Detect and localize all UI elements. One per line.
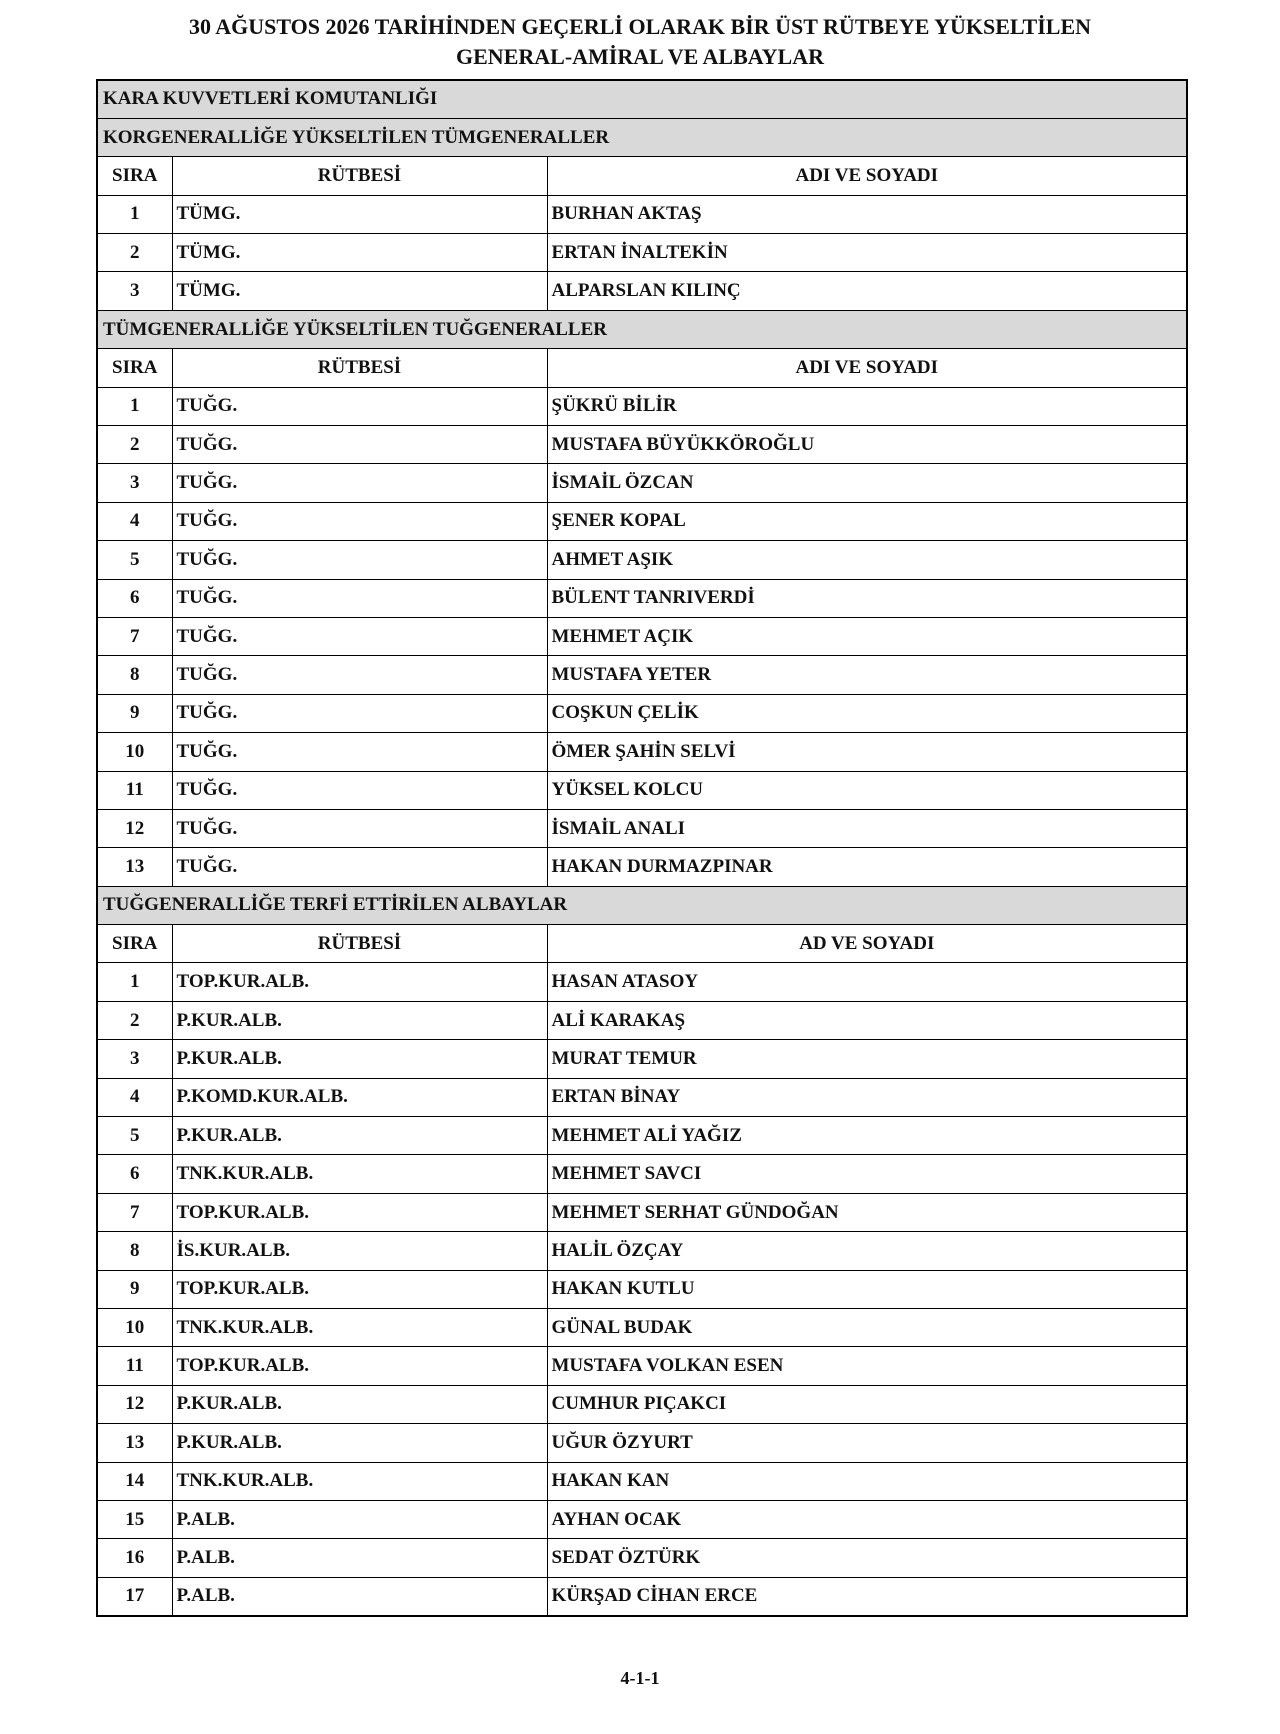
table-row — [97, 617, 1187, 655]
rank-cell: TOP.KUR.ALB. — [172, 1193, 547, 1231]
order-number-cell: 9 — [97, 1270, 172, 1308]
rank-cell: TOP.KUR.ALB. — [172, 963, 547, 1001]
column-header-name: ADI VE SOYADI — [547, 157, 1187, 195]
section-heading: KORGENERALLİĞE YÜKSELTİLEN TÜMGENERALLER — [97, 118, 1187, 156]
full-name-cell: HAKAN KUTLU — [547, 1270, 1187, 1308]
table-row — [97, 1117, 1187, 1155]
table-row — [97, 426, 1187, 464]
rank-cell: P.ALB. — [172, 1577, 547, 1615]
full-name-cell: ERTAN İNALTEKİN — [547, 234, 1187, 272]
table-row — [97, 848, 1187, 886]
column-header-row — [97, 349, 1187, 387]
full-name-cell: MUSTAFA VOLKAN ESEN — [547, 1347, 1187, 1385]
full-name-cell: BÜLENT TANRIVERDİ — [547, 579, 1187, 617]
table-row — [97, 1078, 1187, 1116]
rank-cell: P.KUR.ALB. — [172, 1424, 547, 1462]
table-row — [97, 1577, 1187, 1615]
section-heading: TUĞGENERALLİĞE TERFİ ETTİRİLEN ALBAYLAR — [97, 886, 1187, 924]
order-number-cell: 9 — [97, 694, 172, 732]
rank-cell: TUĞG. — [172, 771, 547, 809]
table-row — [97, 387, 1187, 425]
column-header-rank: RÜTBESİ — [172, 157, 547, 195]
order-number-cell: 13 — [97, 1424, 172, 1462]
section-header-row — [97, 886, 1187, 924]
table-row — [97, 809, 1187, 847]
full-name-cell: İSMAİL ÖZCAN — [547, 464, 1187, 502]
table-row — [97, 656, 1187, 694]
rank-cell: P.KUR.ALB. — [172, 1040, 547, 1078]
full-name-cell: ALİ KARAKAŞ — [547, 1001, 1187, 1039]
full-name-cell: HASAN ATASOY — [547, 963, 1187, 1001]
rank-cell: P.KUR.ALB. — [172, 1117, 547, 1155]
full-name-cell: CUMHUR PIÇAKCI — [547, 1385, 1187, 1423]
order-number-cell: 2 — [97, 234, 172, 272]
section-header-row — [97, 118, 1187, 156]
full-name-cell: ŞÜKRÜ BİLİR — [547, 387, 1187, 425]
column-header-order: SIRA — [97, 925, 172, 963]
column-header-order: SIRA — [97, 157, 172, 195]
order-number-cell: 11 — [97, 1347, 172, 1385]
section-heading: TÜMGENERALLİĞE YÜKSELTİLEN TUĞGENERALLER — [97, 310, 1187, 348]
order-number-cell: 7 — [97, 617, 172, 655]
rank-cell: TUĞG. — [172, 464, 547, 502]
order-number-cell: 1 — [97, 963, 172, 1001]
full-name-cell: COŞKUN ÇELİK — [547, 694, 1187, 732]
full-name-cell: KÜRŞAD CİHAN ERCE — [547, 1577, 1187, 1615]
rank-cell: TUĞG. — [172, 387, 547, 425]
full-name-cell: AHMET AŞIK — [547, 541, 1187, 579]
table-row — [97, 1539, 1187, 1577]
rank-cell: TUĞG. — [172, 733, 547, 771]
order-number-cell: 13 — [97, 848, 172, 886]
order-number-cell: 10 — [97, 1309, 172, 1347]
full-name-cell: YÜKSEL KOLCU — [547, 771, 1187, 809]
order-number-cell: 2 — [97, 426, 172, 464]
table-row — [97, 502, 1187, 540]
rank-cell: TUĞG. — [172, 541, 547, 579]
command-name: KARA KUVVETLERİ KOMUTANLIĞI — [97, 80, 1187, 118]
table-row — [97, 1001, 1187, 1039]
promotion-table-body — [97, 80, 1187, 1616]
full-name-cell: MEHMET SAVCI — [547, 1155, 1187, 1193]
table-row — [97, 579, 1187, 617]
rank-cell: TUĞG. — [172, 694, 547, 732]
command-header-row — [97, 80, 1187, 118]
full-name-cell: ALPARSLAN KILINÇ — [547, 272, 1187, 310]
order-number-cell: 11 — [97, 771, 172, 809]
order-number-cell: 8 — [97, 656, 172, 694]
order-number-cell: 2 — [97, 1001, 172, 1039]
full-name-cell: MUSTAFA YETER — [547, 656, 1187, 694]
order-number-cell: 10 — [97, 733, 172, 771]
column-header-row — [97, 925, 1187, 963]
rank-cell: P.KOMD.KUR.ALB. — [172, 1078, 547, 1116]
column-header-row — [97, 157, 1187, 195]
order-number-cell: 16 — [97, 1539, 172, 1577]
order-number-cell: 1 — [97, 387, 172, 425]
full-name-cell: HAKAN DURMAZPINAR — [547, 848, 1187, 886]
order-number-cell: 7 — [97, 1193, 172, 1231]
order-number-cell: 6 — [97, 579, 172, 617]
order-number-cell: 4 — [97, 502, 172, 540]
table-row — [97, 234, 1187, 272]
rank-cell: TUĞG. — [172, 656, 547, 694]
full-name-cell: ÖMER ŞAHİN SELVİ — [547, 733, 1187, 771]
rank-cell: TÜMG. — [172, 195, 547, 233]
table-row — [97, 1232, 1187, 1270]
section-header-row — [97, 310, 1187, 348]
order-number-cell: 14 — [97, 1462, 172, 1500]
rank-cell: TÜMG. — [172, 234, 547, 272]
column-header-rank: RÜTBESİ — [172, 925, 547, 963]
table-row — [97, 733, 1187, 771]
table-row — [97, 1270, 1187, 1308]
full-name-cell: MURAT TEMUR — [547, 1040, 1187, 1078]
table-row — [97, 1385, 1187, 1423]
order-number-cell: 12 — [97, 809, 172, 847]
table-row — [97, 694, 1187, 732]
promotion-table — [96, 79, 1188, 1617]
table-row — [97, 541, 1187, 579]
table-row — [97, 1347, 1187, 1385]
order-number-cell: 12 — [97, 1385, 172, 1423]
rank-cell: TUĞG. — [172, 848, 547, 886]
rank-cell: TÜMG. — [172, 272, 547, 310]
full-name-cell: MEHMET SERHAT GÜNDOĞAN — [547, 1193, 1187, 1231]
order-number-cell: 4 — [97, 1078, 172, 1116]
full-name-cell: MUSTAFA BÜYÜKKÖROĞLU — [547, 426, 1187, 464]
full-name-cell: UĞUR ÖZYURT — [547, 1424, 1187, 1462]
order-number-cell: 6 — [97, 1155, 172, 1193]
rank-cell: TOP.KUR.ALB. — [172, 1270, 547, 1308]
order-number-cell: 3 — [97, 464, 172, 502]
column-header-name: AD VE SOYADI — [547, 925, 1187, 963]
rank-cell: P.ALB. — [172, 1500, 547, 1538]
full-name-cell: İSMAİL ANALI — [547, 809, 1187, 847]
table-row — [97, 1155, 1187, 1193]
full-name-cell: BURHAN AKTAŞ — [547, 195, 1187, 233]
full-name-cell: SEDAT ÖZTÜRK — [547, 1539, 1187, 1577]
order-number-cell: 3 — [97, 1040, 172, 1078]
table-row — [97, 771, 1187, 809]
table-row — [97, 1500, 1187, 1538]
column-header-order: SIRA — [97, 349, 172, 387]
full-name-cell: AYHAN OCAK — [547, 1500, 1187, 1538]
table-row — [97, 272, 1187, 310]
full-name-cell: ERTAN BİNAY — [547, 1078, 1187, 1116]
document-title-line-1: 30 AĞUSTOS 2026 TARİHİNDEN GEÇERLİ OLARAK BİR ÜST RÜTBEYE YÜKSELTİLEN — [188, 14, 1092, 39]
table-row — [97, 1040, 1187, 1078]
full-name-cell: MEHMET AÇIK — [547, 617, 1187, 655]
rank-cell: TUĞG. — [172, 426, 547, 464]
rank-cell: P.KUR.ALB. — [172, 1001, 547, 1039]
rank-cell: TUĞG. — [172, 809, 547, 847]
table-row — [97, 1309, 1187, 1347]
full-name-cell: GÜNAL BUDAK — [547, 1309, 1187, 1347]
order-number-cell: 17 — [97, 1577, 172, 1615]
order-number-cell: 3 — [97, 272, 172, 310]
column-header-rank: RÜTBESİ — [172, 349, 547, 387]
rank-cell: İS.KUR.ALB. — [172, 1232, 547, 1270]
rank-cell: P.KUR.ALB. — [172, 1385, 547, 1423]
table-row — [97, 1193, 1187, 1231]
full-name-cell: HALİL ÖZÇAY — [547, 1232, 1187, 1270]
order-number-cell: 5 — [97, 541, 172, 579]
table-row — [97, 1424, 1187, 1462]
full-name-cell: MEHMET ALİ YAĞIZ — [547, 1117, 1187, 1155]
full-name-cell: HAKAN KAN — [547, 1462, 1187, 1500]
rank-cell: TUĞG. — [172, 617, 547, 655]
column-header-name: ADI VE SOYADI — [547, 349, 1187, 387]
document-title-line-2: GENERAL-AMİRAL VE ALBAYLAR — [456, 44, 824, 69]
full-name-cell: ŞENER KOPAL — [547, 502, 1187, 540]
rank-cell: TOP.KUR.ALB. — [172, 1347, 547, 1385]
order-number-cell: 1 — [97, 195, 172, 233]
table-row — [97, 1462, 1187, 1500]
order-number-cell: 5 — [97, 1117, 172, 1155]
rank-cell: TNK.KUR.ALB. — [172, 1462, 547, 1500]
rank-cell: TNK.KUR.ALB. — [172, 1309, 547, 1347]
rank-cell: TUĞG. — [172, 579, 547, 617]
order-number-cell: 8 — [97, 1232, 172, 1270]
rank-cell: TUĞG. — [172, 502, 547, 540]
page-number: 4-1-1 — [620, 1668, 660, 1688]
order-number-cell: 15 — [97, 1500, 172, 1538]
table-row — [97, 464, 1187, 502]
rank-cell: TNK.KUR.ALB. — [172, 1155, 547, 1193]
table-row — [97, 963, 1187, 1001]
rank-cell: P.ALB. — [172, 1539, 547, 1577]
table-row — [97, 195, 1187, 233]
